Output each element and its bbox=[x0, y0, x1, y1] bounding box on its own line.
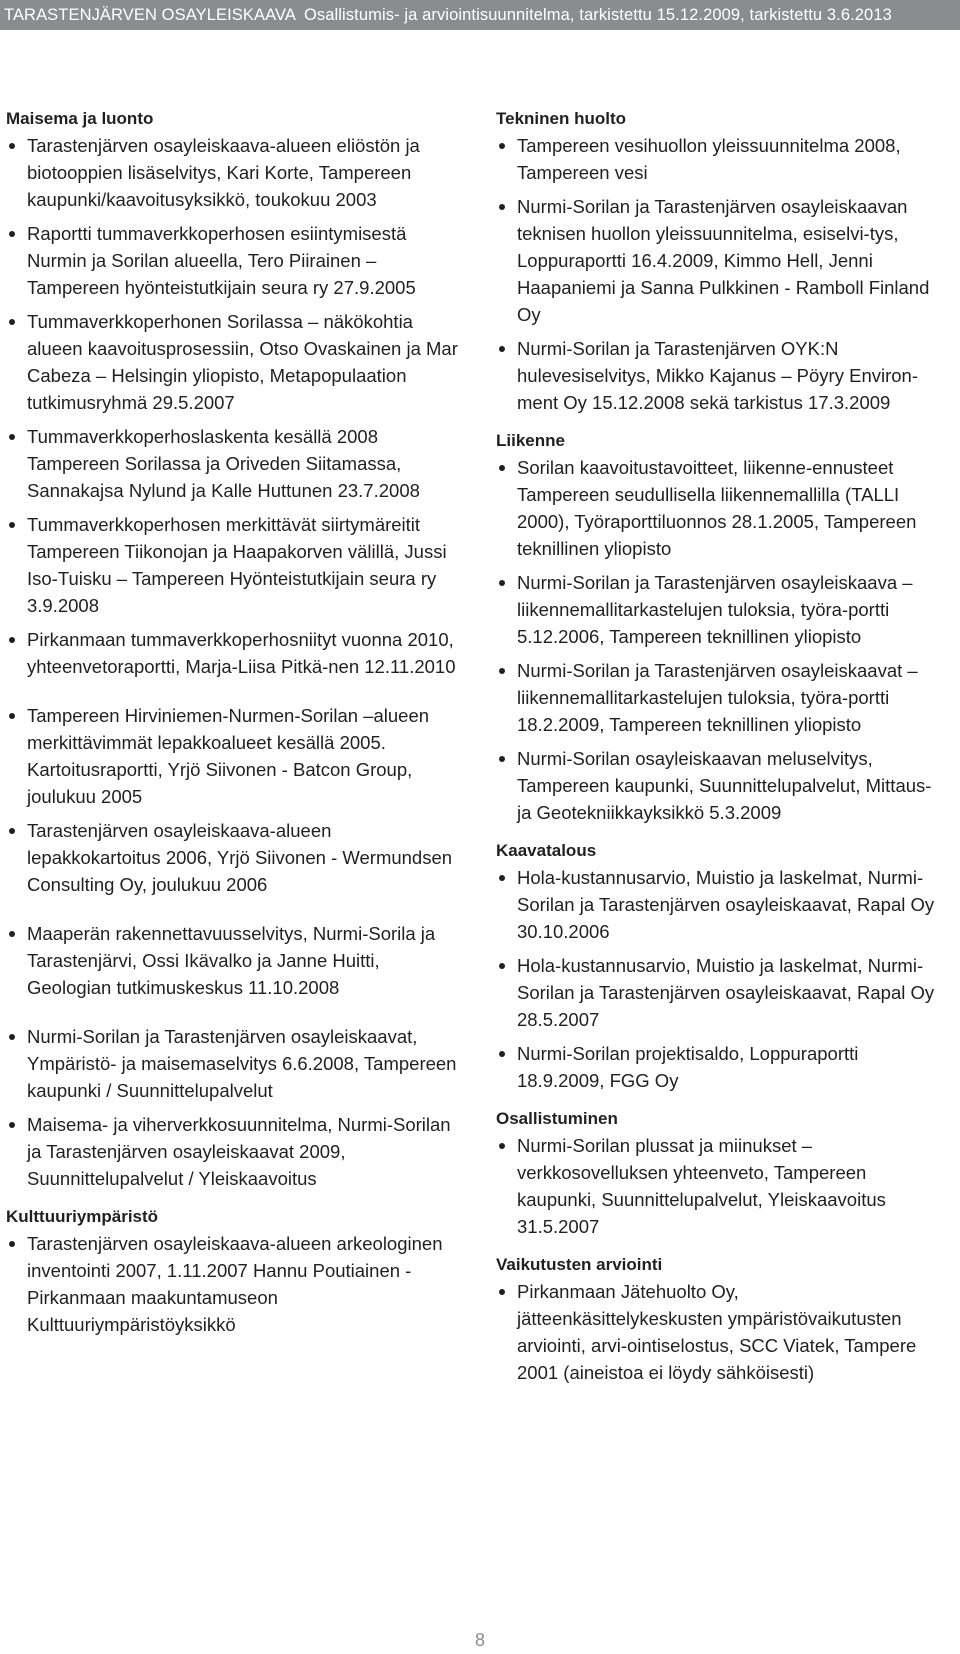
list-item: Tampereen vesihuollon yleissuunnitelma 2008, Tampereen vesi bbox=[496, 132, 946, 186]
list-item: Nurmi-Sorilan ja Tarastenjärven osayleiskaava – liikennemallitarkastelujen tuloksia, työra-portti 5.12.2006, Tampereen teknillinen yliopisto bbox=[496, 569, 946, 650]
left-column bbox=[6, 108, 466, 1352]
section-vaikutusten-arviointi bbox=[496, 1254, 946, 1386]
section-heading: Kulttuuriympäristö bbox=[6, 1207, 159, 1226]
section-heading: Tekninen huolto bbox=[496, 109, 627, 128]
reference-list bbox=[496, 454, 946, 826]
list-item: Pirkanmaan tummaverkkoperhosniityt vuonna 2010, yhteenvetoraportti, Marja-Liisa Pitkä-nen 12.11.2010 bbox=[6, 626, 466, 680]
list-item: Nurmi-Sorilan ja Tarastenjärven osayleiskaavan teknisen huollon yleissuunnitelma, esiselvi-tys, Loppuraportti 16.4.2009, Kimmo Hell, Jenni Haapaniemi ja Sanna Pulkkinen - Ramboll Finland Oy bbox=[496, 193, 946, 328]
document-header-bar bbox=[0, 0, 960, 30]
reference-list bbox=[6, 132, 466, 1192]
reference-list bbox=[496, 132, 946, 416]
list-item: Sorilan kaavoitustavoitteet, liikenne-ennusteet Tampereen seudullisella liikennemallilla (TALLI 2000), Työraporttiluonnos 28.1.2005, Tampereen teknillinen yliopisto bbox=[496, 454, 946, 562]
list-item: Maaperän rakennettavuusselvitys, Nurmi-Sorila ja Tarastenjärvi, Ossi Ikävalko ja Janne Huitti, Geologian tutkimuskeskus 11.10.2008 bbox=[6, 920, 466, 1001]
section-heading: Liikenne bbox=[496, 431, 565, 450]
document-subtitle: Osallistumis- ja arviointisuunnitelma, tarkistettu 15.12.2009, tarkistettu 3.6.2013 bbox=[303, 6, 892, 24]
list-item: Tampereen Hirviniemen-Nurmen-Sorilan –alueen merkittävimmät lepakkoalueet kesällä 2005. Kartoitusraportti, Yrjö Siivonen - Batcon Group, joulukuu 2005 bbox=[6, 702, 466, 810]
section-kaavatalous bbox=[496, 840, 946, 1094]
list-item: Nurmi-Sorilan ja Tarastenjärven OYK:N hulevesiselvitys, Mikko Kajanus – Pöyry Environ-ment Oy 15.12.2008 sekä tarkistus 17.3.2009 bbox=[496, 335, 946, 416]
list-item: Raportti tummaverkkoperhosen esiintymisestä Nurmin ja Sorilan alueella, Tero Piirainen – Tampereen hyönteistutkijain seura ry 27.9.2005 bbox=[6, 220, 466, 301]
reference-list bbox=[6, 1230, 466, 1338]
section-liikenne bbox=[496, 430, 946, 826]
list-item: Hola-kustannusarvio, Muistio ja laskelmat, Nurmi-Sorilan ja Tarastenjärven osayleiskaavat, Rapal Oy 30.10.2006 bbox=[496, 864, 946, 945]
reference-list bbox=[496, 1132, 946, 1240]
list-item: Maisema- ja viherverkkosuunnitelma, Nurmi-Sorilan ja Tarastenjärven osayleiskaavat 2009, Suunnittelupalvelut / Yleiskaavoitus bbox=[6, 1111, 466, 1192]
section-heading: Maisema ja luonto bbox=[6, 109, 154, 128]
section-heading: Osallistuminen bbox=[496, 1109, 618, 1128]
list-item: Hola-kustannusarvio, Muistio ja laskelmat, Nurmi-Sorilan ja Tarastenjärven osayleiskaavat, Rapal Oy 28.5.2007 bbox=[496, 952, 946, 1033]
page-number: 8 bbox=[474, 1630, 485, 1650]
list-item: Tummaverkkoperhosen merkittävät siirtymäreitit Tampereen Tiikonojan ja Haapakorven välillä, Jussi Iso-Tuisku – Tampereen Hyönteistutkijain seura ry 3.9.2008 bbox=[6, 511, 466, 619]
list-item: Nurmi-Sorilan osayleiskaavan meluselvitys, Tampereen kaupunki, Suunnittelupalvelut, Mittaus- ja Geotekniikkayksikkö 5.3.2009 bbox=[496, 745, 946, 826]
list-item: Nurmi-Sorilan ja Tarastenjärven osayleiskaavat, Ympäristö- ja maisemaselvitys 6.6.2008, Tampereen kaupunki / Suunnittelupalvelut bbox=[6, 1023, 466, 1104]
reference-list bbox=[496, 864, 946, 1094]
list-item: Nurmi-Sorilan plussat ja miinukset –verkkosovelluksen yhteenveto, Tampereen kaupunki, Suunnittelupalvelut, Yleiskaavoitus 31.5.2007 bbox=[496, 1132, 946, 1240]
list-item: Tarastenjärven osayleiskaava-alueen eliöstön ja biotooppien lisäselvitys, Kari Korte, Tampereen kaupunki/kaavoitusyksikkö, toukokuu 2003 bbox=[6, 132, 466, 213]
list-item: Tummaverkkoperhonen Sorilassa – näkökohtia alueen kaavoitusprosessiin, Otso Ovaskainen ja Mar Cabeza – Helsingin yliopisto, Metapopulaation tutkimusryhmä 29.5.2007 bbox=[6, 308, 466, 416]
list-item: Tarastenjärven osayleiskaava-alueen arkeologinen inventointi 2007, 1.11.2007 Hannu Poutiainen - Pirkanmaan maakuntamuseon Kulttuuriympäristöyksikkö bbox=[6, 1230, 466, 1338]
section-kulttuuriymparisto bbox=[6, 1206, 466, 1338]
list-item: Tummaverkkoperhoslaskenta kesällä 2008 Tampereen Sorilassa ja Oriveden Siitamassa, Sannakajsa Nylund ja Kalle Huttunen 23.7.2008 bbox=[6, 423, 466, 504]
list-item: Pirkanmaan Jätehuolto Oy, jätteenkäsittelykeskusten ympäristövaikutusten arviointi, arvi-ointiselostus, SCC Viatek, Tampere 2001 (aineistoa ei löydy sähköisesti) bbox=[496, 1278, 946, 1386]
list-item: Nurmi-Sorilan ja Tarastenjärven osayleiskaavat – liikennemallitarkastelujen tuloksia, työra-portti 18.2.2009, Tampereen teknillinen yliopisto bbox=[496, 657, 946, 738]
section-maisema-ja-luonto bbox=[6, 108, 466, 1192]
list-item: Nurmi-Sorilan projektisaldo, Loppuraportti 18.9.2009, FGG Oy bbox=[496, 1040, 946, 1094]
list-item: Tarastenjärven osayleiskaava-alueen lepakkokartoitus 2006, Yrjö Siivonen - Wermundsen Consulting Oy, joulukuu 2006 bbox=[6, 817, 466, 898]
reference-list bbox=[496, 1278, 946, 1386]
section-heading: Kaavatalous bbox=[496, 841, 597, 860]
right-column bbox=[496, 108, 946, 1400]
document-title: TARASTENJÄRVEN OSAYLEISKAAVA bbox=[4, 6, 296, 24]
section-tekninen-huolto bbox=[496, 108, 946, 416]
section-heading: Vaikutusten arviointi bbox=[496, 1255, 663, 1274]
section-osallistuminen bbox=[496, 1108, 946, 1240]
